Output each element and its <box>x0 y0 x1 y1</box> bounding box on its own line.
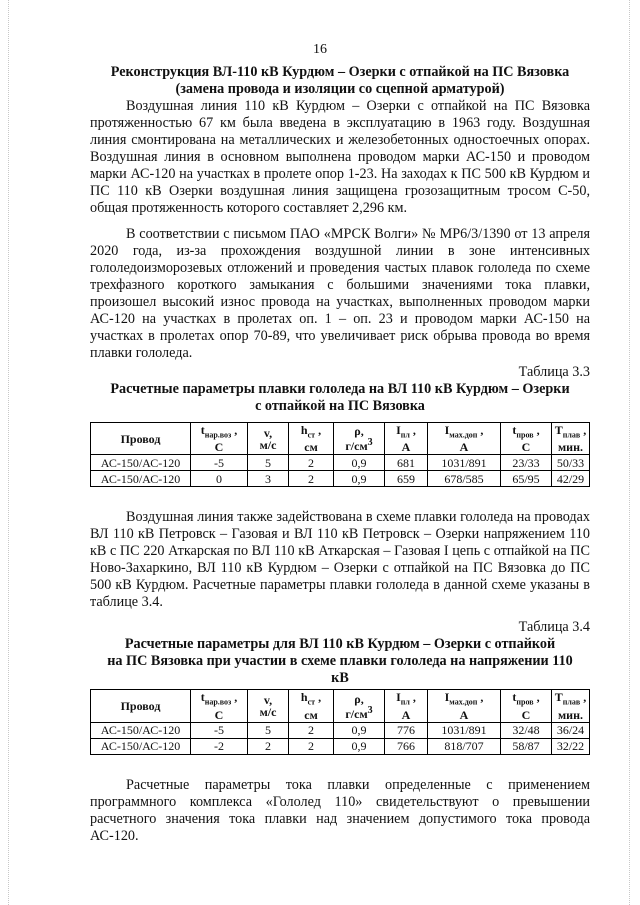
col-unit: мин. <box>557 707 583 722</box>
col-subscript: пров <box>516 430 534 440</box>
table-cell: 2 <box>289 722 334 738</box>
col-header-v <box>248 423 289 455</box>
col-header-i-pl <box>385 690 428 722</box>
col-symbol: t <box>512 690 517 705</box>
table-cell: -2 <box>191 738 248 754</box>
table-cell: 2 <box>289 738 334 754</box>
col-subscript: мах.доп <box>449 430 478 440</box>
col-unit: C <box>214 440 224 455</box>
table-cell: 3 <box>248 471 289 487</box>
page-number: 16 <box>313 42 327 57</box>
table-row <box>91 455 590 471</box>
col-unit: А <box>401 707 411 722</box>
scan-edge-left <box>8 0 10 905</box>
col-header-rho <box>334 690 385 722</box>
col-header-v <box>248 690 289 722</box>
col-symbol: ρ <box>354 691 361 706</box>
col-header-t-air <box>191 423 248 455</box>
table-cell: АС-150/АС-120 <box>91 722 191 738</box>
col-superscript: 3 <box>367 704 373 716</box>
col-subscript: мах.доп <box>449 697 478 707</box>
table-cell: 0,9 <box>334 738 385 754</box>
col-symbol: I <box>396 690 401 705</box>
col-sep: , <box>580 423 587 437</box>
table-cell: -5 <box>191 722 248 738</box>
table-row <box>91 471 590 487</box>
col-header-i-pl <box>385 423 428 455</box>
col-sep: , <box>409 423 416 437</box>
table-cell: 766 <box>385 738 428 754</box>
table-row <box>91 722 590 738</box>
table-cell: 5 <box>248 722 289 738</box>
paragraph-3: Воздушная линия также задействована в схеме плавки гололеда на проводах ВЛ 110 кВ Петровск – Газовая и ВЛ 110 кВ Петровск – Озерки напряжением 110 кВ с ПС 220 Аткарская по ВЛ 110 кВ Аткарская – Газовая I цепь с отпайкой на ПС Ново-Захаркино, ВЛ 110 кВ Курдюм – Озерки с отпайкой на ПС Вязовка до ПС 500 кВ Курдюм. Расчетные параметры плавки гололеда в данной схеме указаны в таблице 3.4. <box>90 509 590 611</box>
table2-title-line2: на ПС Вязовка при участии в схеме плавки гололеда на напряжении 110 <box>107 653 573 670</box>
table-cell: 0,9 <box>334 722 385 738</box>
col-symbol: t <box>512 423 517 437</box>
col-symbol: h <box>300 423 308 437</box>
col-unit: г/см <box>345 439 368 454</box>
col-sep: , <box>580 690 587 705</box>
paragraph-4: Расчетные параметры тока плавки определенные с применением программного комплекса «Гололед 110» свидетельствуют о превышении расчетного значения тока плавки над значением допустимого тока провода АС-120. <box>90 776 590 844</box>
col-symbol: I <box>444 423 450 437</box>
col-header-rho <box>334 423 385 455</box>
col-symbol: ρ <box>354 424 361 439</box>
col-subscript: пров <box>516 697 534 707</box>
table-cell: 2 <box>289 455 334 471</box>
col-subscript: пл <box>400 430 410 440</box>
col-header-t-prov <box>501 690 552 722</box>
table-cell: АС-150/АС-120 <box>91 738 191 754</box>
table-cell: 50/33 <box>552 455 590 471</box>
col-header-h <box>289 423 334 455</box>
col-subscript: нар.воз <box>204 697 232 707</box>
col-unit: А <box>401 440 411 455</box>
col-unit: С <box>521 440 531 455</box>
table-cell: 2 <box>289 471 334 487</box>
col-subscript: ст <box>307 697 316 707</box>
table-cell: 5 <box>248 455 289 471</box>
table-cell: 1031/891 <box>428 722 501 738</box>
col-symbol: t <box>200 423 205 437</box>
col-symbol: t <box>200 690 205 705</box>
table-cell: АС-150/АС-120 <box>91 455 191 471</box>
table-cell: 0,9 <box>334 455 385 471</box>
col-header-t-plav <box>552 690 590 722</box>
col-unit: м/с <box>259 705 277 720</box>
table1-title-line1: Расчетные параметры плавки гололеда на ВЛ 110 кВ Курдюм – Озерки <box>110 381 570 397</box>
col-subscript: плав <box>562 697 581 707</box>
col-label: Провод <box>120 431 161 446</box>
col-symbol: T <box>554 423 563 437</box>
table-cell: АС-150/АС-120 <box>91 471 191 487</box>
table2 <box>90 689 590 754</box>
col-symbol: I <box>396 423 401 437</box>
col-unit: г/см <box>345 706 368 721</box>
col-header-t-plav <box>552 423 590 455</box>
table2-header-row <box>91 690 590 722</box>
col-subscript: ст <box>307 430 316 440</box>
col-unit: А <box>459 707 469 722</box>
col-sep: , <box>477 423 484 437</box>
col-sep: , <box>360 691 364 706</box>
col-unit: А <box>459 440 469 455</box>
paragraph-1: Воздушная линия 110 кВ Курдюм – Озерки с отпайкой на ПС Вязовка протяженностью 67 км была введена в эксплуатацию в 1963 году. Воздушная линия смонтирована на металлических и железобетонных одностоечных опорах. Воздушная линия в основном выполнена проводом марки АС-150 и проводом марки АС-120 на участках в пролете опор 1-23. На заходах к ПС 500 кВ Курдюм и ПС 110 кВ Озерки воздушная линия защищена грозозащитным тросом С-50, общая протяженность которого составляет 2,296 км. <box>90 98 590 216</box>
col-sep: , <box>315 690 322 705</box>
col-header-i-max <box>428 690 501 722</box>
paragraph-2: В соответствии с письмом ПАО «МРСК Волги» № МР6/3/1390 от 13 апреля 2020 года, из-за прохождения воздушной линии в зоне интенсивных гололедоизморозевых отложений и проведения частых плавок гололеда по схеме трехфазного короткого замыкания с большими значениями тока плавки, произошел высокий износ провода на участках, выполненных проводом марки АС-120 на участках в пролетах оп. 1 – оп. 23 и проводом марки АС-150 на участках в пролетах опор 70-89, что увеличивает риск обрыва провода во время плавки гололеда. <box>90 226 590 361</box>
col-sep: , <box>231 423 238 437</box>
table2-title-line3: кВ <box>331 670 349 687</box>
col-unit: мин. <box>557 440 583 455</box>
table1-title-line2: с отпайкой на ПС Вязовка <box>255 398 425 414</box>
col-unit: C <box>214 707 224 722</box>
table-cell: 659 <box>385 471 428 487</box>
scan-edge-right <box>629 0 631 905</box>
table-cell: 23/33 <box>501 455 552 471</box>
table-cell: 776 <box>385 722 428 738</box>
col-sep: , <box>269 425 273 440</box>
col-subscript: нар.воз <box>204 430 232 440</box>
col-header-t-prov <box>501 423 552 455</box>
table2-title-line1: Расчетные параметры для ВЛ 110 кВ Курдюм – Озерки с отпайкой <box>124 636 556 653</box>
col-sep: , <box>231 690 238 705</box>
table-cell: 2 <box>248 738 289 754</box>
table-cell: 681 <box>385 455 428 471</box>
table1 <box>90 422 590 487</box>
section-title-line2: (замена провода и изоляции со сцепной арматурой) <box>175 81 505 97</box>
table-cell: 32/22 <box>552 738 590 754</box>
col-sep: , <box>360 424 364 439</box>
table-cell: 32/48 <box>501 722 552 738</box>
col-symbol: h <box>300 690 308 705</box>
table-cell: 1031/891 <box>428 455 501 471</box>
col-header-t-air <box>191 690 248 722</box>
col-sep: , <box>477 690 484 705</box>
col-superscript: 3 <box>367 437 373 449</box>
col-unit: см <box>304 440 318 455</box>
table-row <box>91 738 590 754</box>
table1-label: Таблица 3.3 <box>518 364 590 380</box>
table-cell: 58/87 <box>501 738 552 754</box>
table-cell: 0 <box>191 471 248 487</box>
col-sep: , <box>315 423 322 437</box>
table-cell: -5 <box>191 455 248 471</box>
table-cell: 65/95 <box>501 471 552 487</box>
col-unit: см <box>304 707 318 722</box>
col-sep: , <box>533 423 540 437</box>
col-sep: , <box>409 690 416 705</box>
col-symbol: I <box>444 690 450 705</box>
col-symbol: v <box>263 425 270 440</box>
document-body <box>90 64 590 845</box>
col-subscript: плав <box>562 430 581 440</box>
col-subscript: пл <box>400 697 410 707</box>
col-header-provod <box>91 690 191 722</box>
col-sep: , <box>269 693 273 708</box>
col-symbol: v <box>263 693 270 708</box>
table2-label: Таблица 3.4 <box>518 619 590 636</box>
table-cell: 818/707 <box>428 738 501 754</box>
col-unit: м/с <box>259 437 277 452</box>
section-title-line1: Реконструкция ВЛ-110 кВ Курдюм – Озерки с отпайкой на ПС Вязовка <box>110 64 570 80</box>
table1-header-row <box>91 423 590 455</box>
table-cell: 0,9 <box>334 471 385 487</box>
table-cell: 42/29 <box>552 471 590 487</box>
col-unit: С <box>521 707 531 722</box>
table-cell: 678/585 <box>428 471 501 487</box>
col-label: Провод <box>120 699 161 714</box>
col-header-provod <box>91 423 191 455</box>
col-header-h <box>289 690 334 722</box>
col-header-i-max <box>428 423 501 455</box>
col-sep: , <box>533 690 540 705</box>
table-cell: 36/24 <box>552 722 590 738</box>
col-symbol: T <box>554 690 563 705</box>
